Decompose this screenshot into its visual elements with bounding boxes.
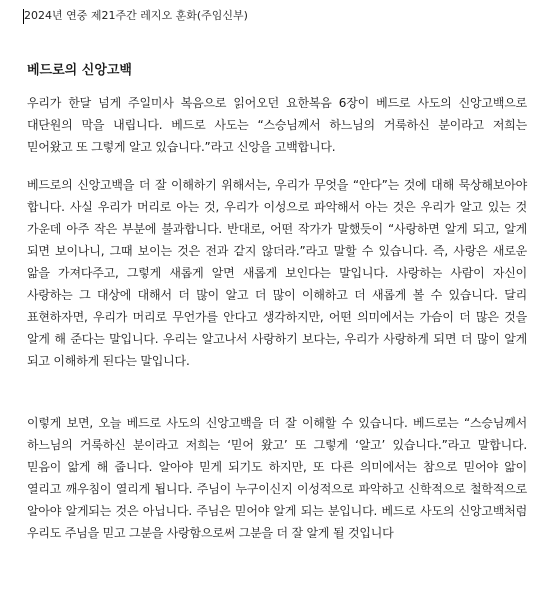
document-title: 베드로의 신앙고백	[27, 63, 132, 78]
paragraph-3: 이렇게 보면, 오늘 베드로 사도의 신앙고백을 더 잘 이해할 수 있습니다. 베드로는 “스승님께서 하느님의 거룩하신 분이라고 저희는 ‘믿어 왔고’ 또 그렇게 ‘알고’ 있습니다.”라고 말합니다. 믿음이 앎게 해 줍니다. 알아야 믿게 되기도 하지만, 또 다른 의미에서는 참으로 믿어야 앎이 열리고 깨우침이 열리게 됩니다. 주님이 누구이신지 이성적으로 파악하고 신학적으로 철학적으로 알아야 알게되는 것은 아닙니다. 주님은 믿어야 알게 되는 분입니다. 베드로 사도의 신앙고백처럼 우리도 주님을 믿고 그분을 사랑함으로써 그분을 더 잘 알게 될 것입니다	[27, 416, 528, 540]
document-header: 2024년 연중 제21주간 레지오 훈화(주임신부)	[24, 9, 248, 22]
paragraph-1: 우리가 한달 넘게 주일미사 복음으로 읽어오던 요한복음 6장이 베드로 사도의 신앙고백으로 대단원의 막을 내립니다. 베드로 사도는 “스승님께서 하느님의 거룩하신 분이라고 저희는 믿어왔고 또 그렇게 알고 있습니다.”라고 신앙을 고백합니다.	[27, 96, 527, 154]
paragraph-2: 베드로의 신앙고백을 더 잘 이해하기 위해서는, 우리가 무엇을 “안다”는 것에 대해 묵상해보아야 합니다. 사실 우리가 머리로 아는 것, 우리가 이성으로 파악해서 아는 것은 우리가 알고 있는 것 가운데 아주 작은 부분에 불과합니다. 반대로, 어떤 작가가 말했듯이 “사랑하면 알게 되고, 알게 되면 보이나니, 그때 보이는 것은 전과 같지 않더라.”라고 말할 수 있습니다. 즉, 사랑은 새로운 앎을 가져다주고, 그렇게 새롭게 알면 새롭게 보인다는 말입니다. 사랑하는 사람이 자신이 사랑하는 그 대상에 대해서 더 많이 알고 더 많이 이해하고 더 새롭게 볼 수 있습니다. 달리 표현하자면, 우리가 머리로 무언가를 안다고 생각하지만, 어떤 의미에서는 가슴이 더 많은 것을 알게 해 준다는 말입니다. 우리는 알고나서 사랑하기 보다는, 우리가 사랑하게 되면 더 많이 알게 되고 이해하게 된다는 말입니다.	[27, 178, 527, 368]
